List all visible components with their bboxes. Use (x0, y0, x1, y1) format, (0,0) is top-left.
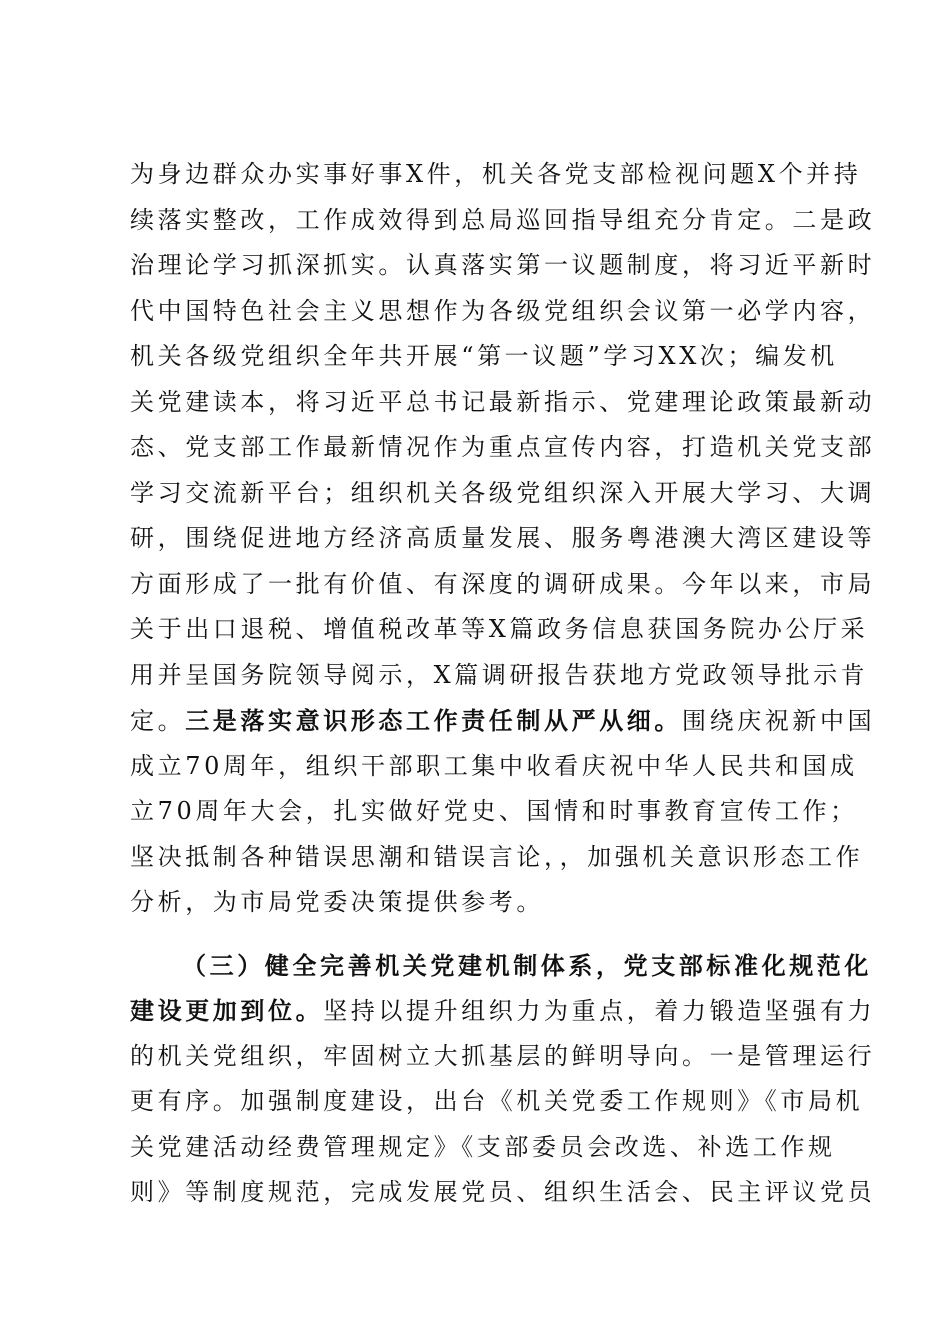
paragraph-line-10: 方面形成了一批有价值、有深度的调研成果。今年以来，市局 (130, 569, 876, 598)
paragraph-line-6: 关党建读本，将习近平总书记最新指示、党建理论政策最新动 (130, 387, 876, 416)
section-heading-line-2 (130, 988, 876, 1034)
paragraph-line-13 (130, 698, 876, 744)
paragraph-line-14: 成立70周年，组织干部职工集中收看庆祝中华人民共和国成 (130, 751, 858, 780)
paragraph-2-line-4: 更有序。加强制度建设，出台《机关党委工作规则》《市局机 (130, 1087, 864, 1115)
section-text-start: 坚持以提升组织力为重点，着力锻造坚强有力 (323, 997, 876, 1025)
bold-heading-text: 三是落实意识形态工作责任制从严从细。 (185, 706, 683, 735)
section-heading-line-1: （三）健全完善机关党建机制体系，党支部标准化规范化 (182, 950, 872, 980)
line-prefix-text: 定。 (130, 707, 186, 735)
line-suffix-text: 围绕庆祝新中国 (682, 707, 876, 735)
paragraph-2-line-5: 关党建活动经费管理规定》《支部委员会改选、补选工作规 (130, 1132, 836, 1161)
paragraph-line-9: 研，围绕促进地方经济高质量发展、服务粤港澳大湾区建设等 (130, 524, 876, 552)
section-heading-tail: 建设更加到位。 (130, 996, 324, 1025)
paragraph-line-15: 立70周年大会，扎实做好党史、国情和时事教育宣传工作； (130, 797, 858, 825)
paragraph-line-2: 续落实整改，工作成效得到总局巡回指导组充分肯定。二是政 (130, 205, 876, 234)
paragraph-2-line-6: 则》等制度规范，完成发展党员、组织生活会、民主评议党员 (130, 1178, 876, 1206)
paragraph-spacing (130, 926, 830, 943)
paragraph-line-4: 代中国特色社会主义思想作为各级党组织会议第一必学内容， (130, 296, 876, 325)
paragraph-line-17: 分析，为市局党委决策提供参考。 (130, 888, 544, 916)
paragraph-line-12: 用并呈国务院领导阅示，X篇调研报告获地方党政领导批示肯 (130, 660, 869, 689)
paragraph-line-8: 学习交流新平台；组织机关各级党组织深入开展大学习、大调 (130, 478, 876, 507)
paragraph-line-7: 态、党支部工作最新情况作为重点宣传内容，打造机关党支部 (130, 433, 876, 461)
paragraph-line-11: 关于出口退税、增值税改革等X篇政务信息获国务院办公厅采 (130, 615, 869, 643)
document-body (130, 152, 876, 1216)
paragraph-2-line-3: 的机关党组织，牢固树立大抓基层的鲜明导向。一是管理运行 (130, 1041, 876, 1070)
paragraph-line-1: 为身边群众办实事好事X件，机关各党支部检视问题X个并持 (130, 160, 862, 188)
paragraph-line-16: 坚决抵制各种错误思潮和错误言论，，加强机关意识形态工作 (130, 842, 864, 871)
paragraph-line-3: 治理论学习抓深抓实。认真落实第一议题制度，将习近平新时 (130, 251, 876, 279)
paragraph-line-5: 机关各级党组织全年共开展“第一议题”学习XX次；编发机 (130, 342, 838, 370)
